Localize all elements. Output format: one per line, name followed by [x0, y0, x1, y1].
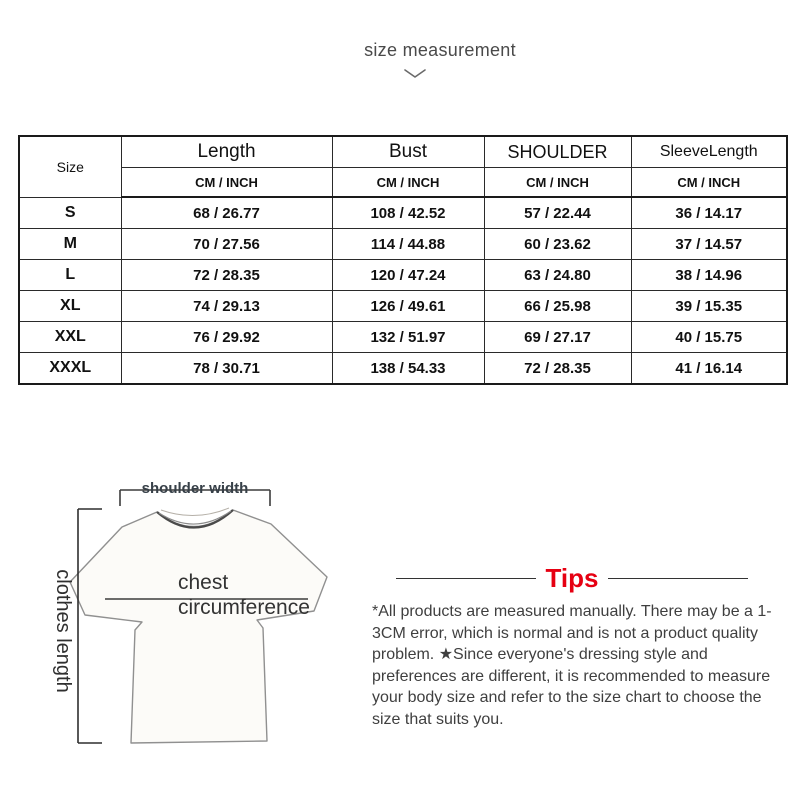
- length-value: 78 / 30.71: [121, 353, 332, 385]
- unit-header: CM / INCH: [484, 168, 631, 198]
- sleeve-value: 37 / 14.57: [631, 229, 787, 260]
- shoulder-value: 66 / 25.98: [484, 291, 631, 322]
- shoulder-value: 69 / 27.17: [484, 322, 631, 353]
- length-column-header: Length: [121, 136, 332, 168]
- size-label: M: [19, 229, 121, 260]
- shoulder-width-label: shoulder width: [141, 480, 249, 497]
- size-label: S: [19, 197, 121, 229]
- shoulder-value: 63 / 24.80: [484, 260, 631, 291]
- table-row: [19, 197, 787, 229]
- tips-divider-left: [396, 578, 536, 579]
- tips-section: [372, 563, 772, 730]
- table-row: [19, 353, 787, 385]
- sleeve-value: 39 / 15.35: [631, 291, 787, 322]
- length-value: 74 / 29.13: [121, 291, 332, 322]
- table-row: [19, 291, 787, 322]
- shoulder-value: 60 / 23.62: [484, 229, 631, 260]
- bust-value: 132 / 51.97: [332, 322, 484, 353]
- size-label: XXL: [19, 322, 121, 353]
- shoulder-value: 72 / 28.35: [484, 353, 631, 385]
- sleeve-value: 36 / 14.17: [631, 197, 787, 229]
- size-label: XXXL: [19, 353, 121, 385]
- bust-value: 120 / 47.24: [332, 260, 484, 291]
- table-row: [19, 322, 787, 353]
- bust-value: 126 / 49.61: [332, 291, 484, 322]
- sleeve-column-header: SleeveLength: [631, 136, 787, 168]
- clothes-length-label: clothes length: [52, 569, 74, 693]
- size-table: [18, 135, 788, 385]
- length-value: 68 / 26.77: [121, 197, 332, 229]
- sleeve-value: 38 / 14.96: [631, 260, 787, 291]
- tips-heading: Tips: [545, 563, 599, 593]
- length-value: 76 / 29.92: [121, 322, 332, 353]
- section-title[interactable]: size measurement: [364, 40, 516, 60]
- bust-value: 138 / 54.33: [332, 353, 484, 385]
- size-label: L: [19, 260, 121, 291]
- table-row: [19, 229, 787, 260]
- unit-header: CM / INCH: [631, 168, 787, 198]
- bust-value: 114 / 44.88: [332, 229, 484, 260]
- size-column-header: Size: [19, 136, 121, 197]
- tips-divider-right: [608, 578, 748, 579]
- shoulder-column-header: SHOULDER: [484, 136, 631, 168]
- tips-text: *All products are measured manually. There may be a 1-3CM error, which is normal and is not a product quality problem. ★Since everyone's dressing style and preferences are different, it is recommended to measure your body size and refer to the size chart to choose the size that suits you.: [372, 603, 772, 728]
- size-label: XL: [19, 291, 121, 322]
- sleeve-value: 40 / 15.75: [631, 322, 787, 353]
- chest-circumference-label: chest circumference: [178, 571, 310, 619]
- clothes-length-line: [78, 509, 102, 743]
- length-value: 70 / 27.56: [121, 229, 332, 260]
- sleeve-value: 41 / 16.14: [631, 353, 787, 385]
- bust-column-header: Bust: [332, 136, 484, 168]
- unit-header: CM / INCH: [121, 168, 332, 198]
- bust-value: 108 / 42.52: [332, 197, 484, 229]
- table-row: [19, 260, 787, 291]
- shoulder-value: 57 / 22.44: [484, 197, 631, 229]
- length-value: 72 / 28.35: [121, 260, 332, 291]
- unit-header: CM / INCH: [332, 168, 484, 198]
- chevron-down-icon[interactable]: [403, 68, 427, 80]
